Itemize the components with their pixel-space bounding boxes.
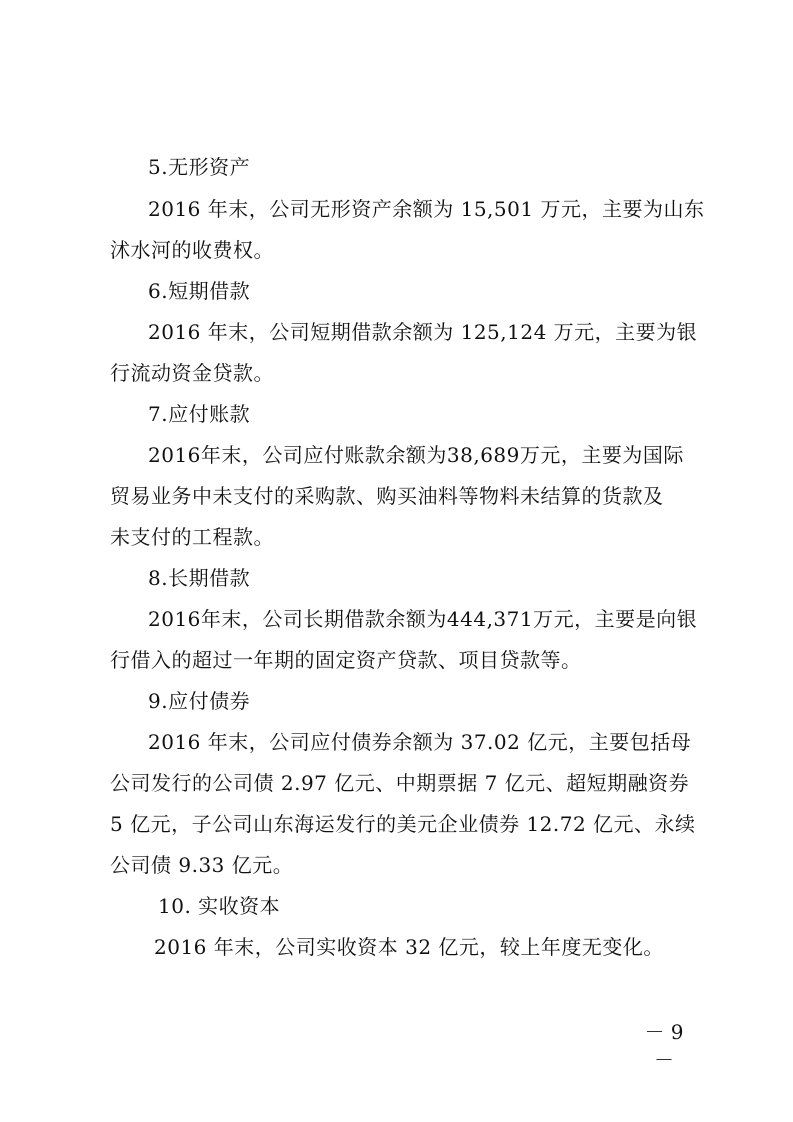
section-6-body-line-2: 行流动资金贷款。 — [110, 361, 274, 385]
section-6-heading: 6.短期借款 — [148, 279, 251, 303]
section-10-heading: 10. 实收资本 — [158, 894, 281, 918]
section-9-body-line-4: 公司债 9.33 亿元。 — [110, 853, 294, 877]
section-9-body-line-1: 2016 年末，公司应付债券余额为 37.02 亿元，主要包括母 — [148, 730, 692, 754]
section-5-body-line-2: 沭水河的收费权。 — [110, 238, 274, 262]
section-9-body-line-3: 5 亿元，子公司山东海运发行的美元企业债券 12.72 亿元、永续 — [110, 812, 696, 836]
section-9-body-line-2: 公司发行的公司债 2.97 亿元、中期票据 7 亿元、超短期融资券 — [110, 771, 690, 795]
page-number: － 9 － — [644, 1020, 684, 1072]
section-5-heading: 5.无形资产 — [148, 155, 251, 179]
section-9-heading: 9.应付债券 — [148, 689, 251, 713]
section-7-body-line-1: 2016年末，公司应付账款余额为38,689万元，主要为国际 — [148, 443, 684, 467]
section-6-body-line-1: 2016 年末，公司短期借款余额为 125,124 万元，主要为银 — [148, 320, 698, 344]
section-5-body-line-1: 2016 年末，公司无形资产余额为 15,501 万元，主要为山东 — [148, 197, 705, 221]
section-7-body-line-2: 贸易业务中未支付的采购款、购买油料等物料未结算的货款及 — [110, 484, 664, 508]
section-8-body-line-1: 2016年末，公司长期借款余额为444,371万元，主要是向银 — [148, 607, 698, 631]
section-10-body-line-1: 2016 年末，公司实收资本 32 亿元，较上年度无变化。 — [154, 935, 664, 959]
section-7-heading: 7.应付账款 — [148, 402, 251, 426]
section-8-heading: 8.长期借款 — [148, 566, 251, 590]
section-8-body-line-2: 行借入的超过一年期的固定资产贷款、项目贷款等。 — [110, 648, 582, 672]
section-7-body-line-3: 未支付的工程款。 — [110, 525, 274, 549]
